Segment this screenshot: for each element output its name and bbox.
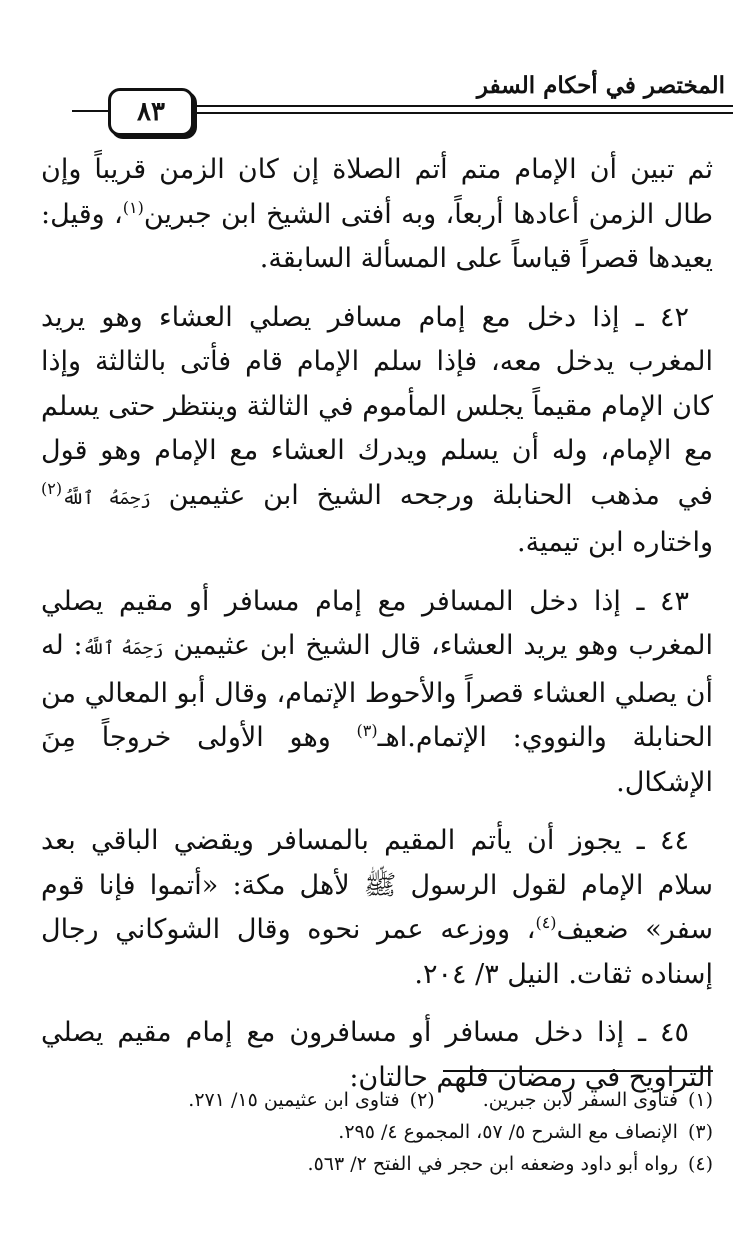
footnote-number: (٣) xyxy=(687,1121,713,1143)
paragraph-42 xyxy=(41,296,713,566)
header-rule-left xyxy=(72,110,112,112)
footnote-ref-2[interactable]: (٢) xyxy=(41,478,63,498)
footnote-number: (٤) xyxy=(687,1153,713,1175)
footnote-number: (٢) xyxy=(409,1089,435,1111)
footnote-line xyxy=(41,1148,713,1180)
paragraph-44-text-b: ، ووزعه عمر نحوه وقال الشوكاني رجال إسناده ثقات. النيل ٣/ ٢٠٤. xyxy=(41,914,713,990)
paragraph-44 xyxy=(41,819,713,997)
footnote-line xyxy=(41,1084,713,1116)
footnote-number: (١) xyxy=(687,1089,713,1111)
paragraph-43-text-a: ٤٣ ـ إذا دخل المسافر مع إمام مسافر أو مقيم يصلي المغرب وهو يريد العشاء، قال الشيخ ابن عثيمين xyxy=(41,585,713,661)
paragraph-43-text-b: : له أن يصلي العشاء قصراً والأحوط الإتمام، وقال أبو المعالي من الحنابلة والنووي: الإتمام.اهـ xyxy=(41,630,713,753)
footnote-ref-1[interactable]: (١) xyxy=(122,197,144,217)
page-number: ٨٣ xyxy=(137,97,165,127)
header-rule xyxy=(178,105,733,107)
honorific-glyph: رَحِمَهُ ٱللَّهُ xyxy=(82,638,164,659)
page-number-badge xyxy=(108,88,194,136)
footnote-ref-4[interactable]: (٤) xyxy=(535,913,557,932)
paragraph-43-text-c: وهو الأولى خروجاً مِنَ الإشكال. xyxy=(41,722,713,798)
footnote-line xyxy=(41,1116,713,1148)
footnote-text: فتاوى ابن عثيمين ١٥/ ٢٧١. xyxy=(188,1089,400,1111)
footnote-text: رواه أبو داود وضعفه ابن حجر في الفتح ٢/ ٥٦٣. xyxy=(307,1153,678,1175)
paragraph-42-text-b: واختاره ابن تيمية. xyxy=(516,527,713,558)
footnote-text: فتاوى السفر لابن جبرين. xyxy=(482,1089,678,1111)
paragraph-43 xyxy=(41,580,713,806)
honorific-glyph: رَحِمَهُ ٱللَّهُ xyxy=(62,487,151,509)
paragraph-1 xyxy=(41,148,713,282)
paragraph-1-text-b: ، وقيل: يعيدها قصراً قياساً على المسألة السابقة. xyxy=(41,198,713,274)
running-header-title: المختصر في أحكام السفر xyxy=(476,72,725,99)
paragraph-44-text-a: ٤٤ ـ يجوز أن يأتم المقيم بالمسافر ويقضي الباقي بعد سلام الإمام لقول الرسول ﷺ لأهل مكة: «أتموا فإنا قوم سفر» ضعيف xyxy=(41,825,713,945)
footnotes xyxy=(41,1084,713,1180)
paragraph-1-text-a: ثم تبين أن الإمام متم أتم الصلاة إن كان الزمن قريباً وإن طال الزمن أعادها أربعاً، وبه أفتى الشيخ ابن جبرين xyxy=(41,154,713,230)
paragraph-42-text-a: ٤٢ ـ إذا دخل مع إمام مسافر يصلي العشاء وهو يريد المغرب يدخل معه، فإذا سلم الإمام قام فأتى بالثالثة وإذا كان الإمام مقيماً يجلس المأموم في الثالثة وينتظر حتى يسلم مع الإمام، وله أن يسلم ويدرك العشاء مع الإمام وهو قول في مذهب الحنابلة ورجحه الشيخ ابن عثيمين xyxy=(41,301,713,511)
paragraph-45-text: ٤٥ ـ إذا دخل مسافر أو مسافرون مع إمام مقيم يصلي التراويح في رمضان فلهم حالتان: xyxy=(41,1017,713,1093)
footnote-text: الإنصاف مع الشرح ٥/ ٥٧، المجموع ٤/ ٢٩٥. xyxy=(338,1121,678,1143)
main-text xyxy=(41,148,713,1114)
footnote-ref-3[interactable]: (٣) xyxy=(356,721,378,740)
footnote-separator xyxy=(443,1070,713,1072)
